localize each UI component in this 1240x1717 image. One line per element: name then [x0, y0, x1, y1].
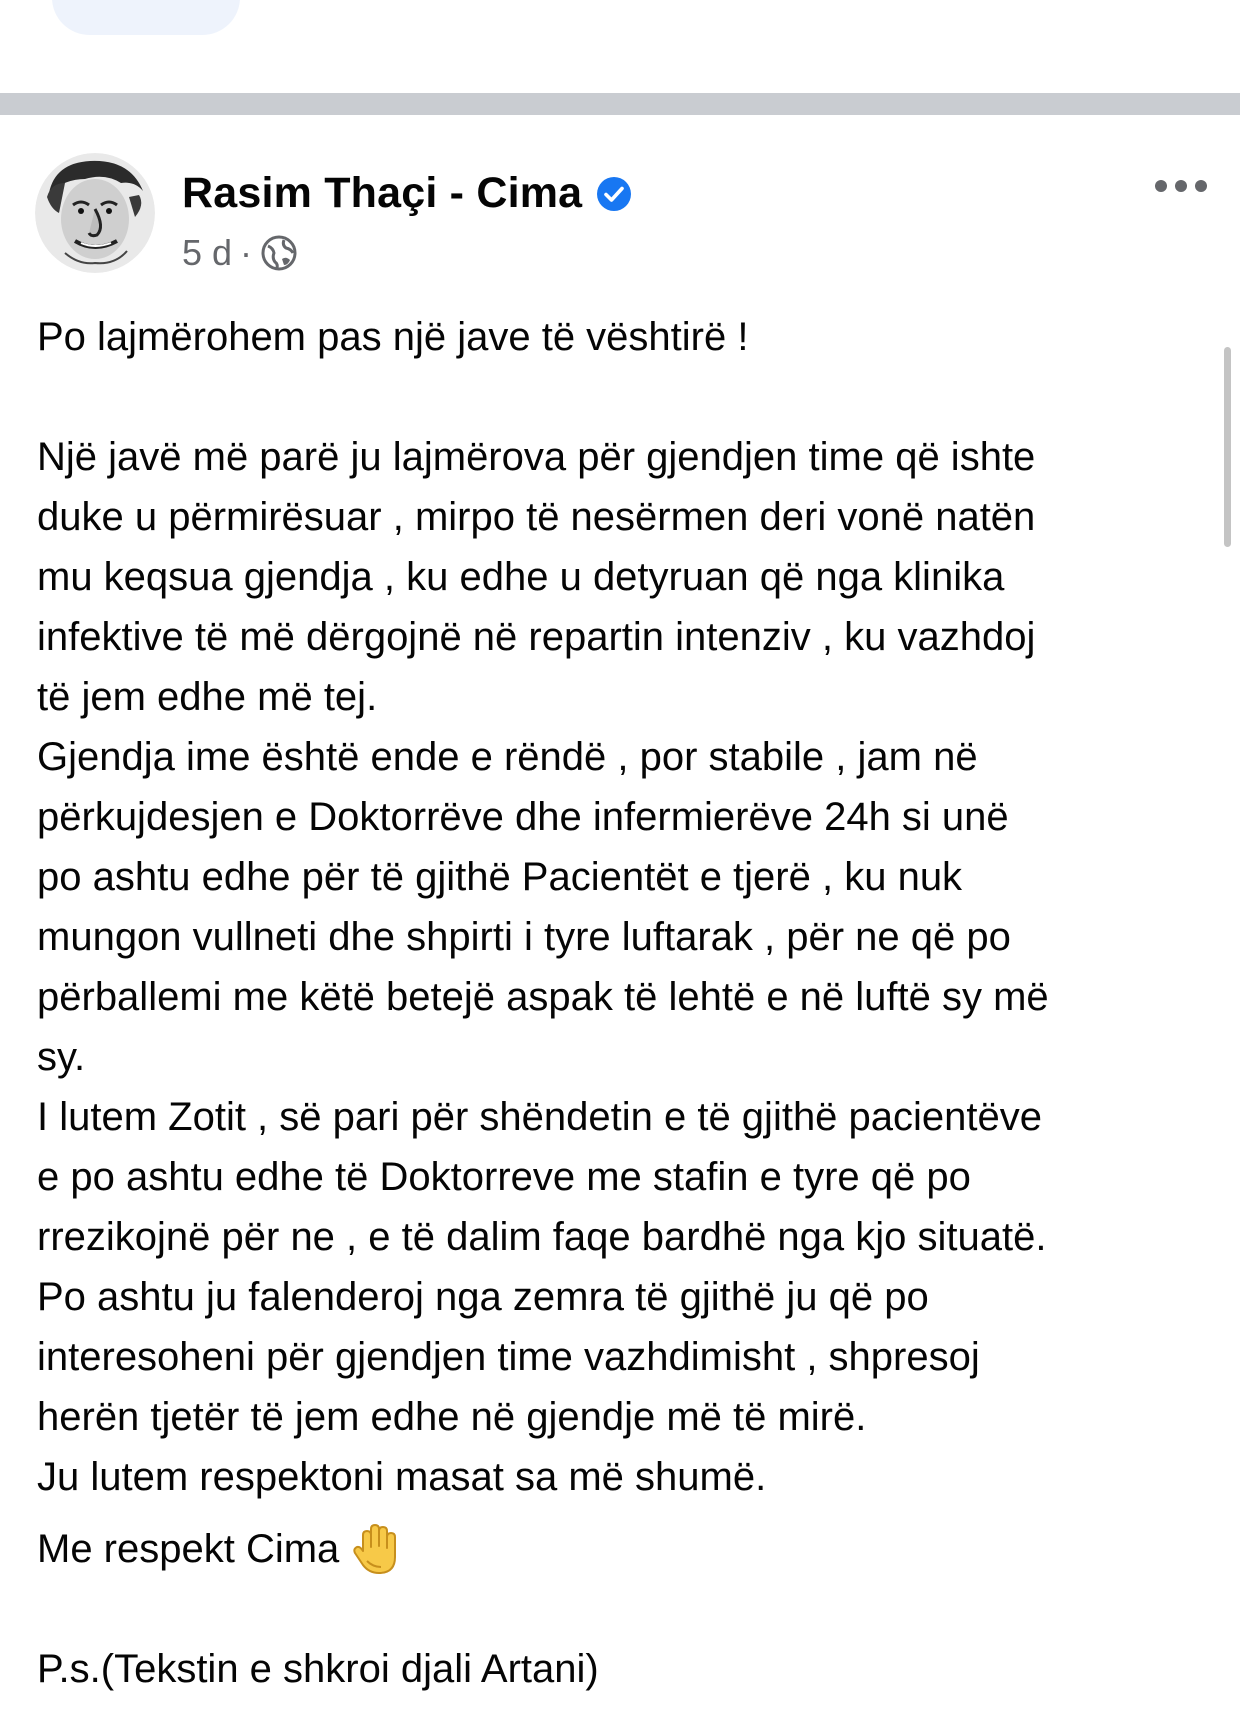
- post-line: Po ashtu ju falenderoj nga zemra të gjithë ju që po: [37, 1275, 929, 1319]
- post-card: [0, 115, 1240, 1717]
- top-rounded-button[interactable]: [52, 0, 240, 35]
- post-line: të jem edhe më tej.: [37, 675, 378, 719]
- raised-hand-icon: [353, 1521, 401, 1577]
- post-text: [37, 307, 1212, 1699]
- globe-icon[interactable]: [260, 234, 298, 272]
- post-line: sy.: [37, 1035, 86, 1079]
- avatar[interactable]: [35, 153, 155, 273]
- post-line: Një javë më parë ju lajmërova për gjendjen time që ishte: [37, 435, 1036, 479]
- more-options-dot: [1195, 180, 1207, 192]
- post-line: interesoheni për gjendjen time vazhdimisht , shpresoj: [37, 1335, 980, 1379]
- post-line: përballemi me këtë betejë aspak të lehtë e në luftë sy më: [37, 975, 1049, 1019]
- author-name[interactable]: Rasim Thaçi - Cima: [182, 169, 583, 217]
- post-line: Po lajmërohem pas një jave të vështirë !: [37, 315, 749, 359]
- post-header: [182, 169, 632, 218]
- scrollbar[interactable]: [1224, 347, 1231, 547]
- post-line: mungon vullneti dhe shpirti i tyre luftarak , për ne që po: [37, 915, 1011, 959]
- post-line: duke u përmirësuar , mirpo të nesërmen deri vonë natën: [37, 495, 1036, 539]
- postscript-line: P.s.(Tekstin e shkroi djali Artani): [37, 1647, 599, 1691]
- post-timestamp[interactable]: 5 d: [182, 232, 233, 273]
- post-line: mu keqsua gjendja , ku edhe u detyruan që nga klinika: [37, 555, 1005, 599]
- verified-badge-icon: [596, 176, 632, 212]
- meta-separator: ·: [240, 232, 253, 273]
- post-line: infektive të më dërgojnë në repartin intenziv , ku vazhdoj: [37, 615, 1036, 659]
- post-line: e po ashtu edhe të Doktorreve me stafin e tyre që po: [37, 1155, 971, 1199]
- post-meta: [182, 232, 298, 274]
- post-line: Gjendja ime është ende e rëndë , por stabile , jam në: [37, 735, 978, 779]
- post-line: rrezikojnë për ne , e të dalim faqe bardhë nga kjo situatë.: [37, 1215, 1047, 1259]
- post-blank-line: [37, 1579, 1212, 1639]
- signoff-text: Me respekt Cima: [37, 1527, 340, 1571]
- post-signoff: [37, 1519, 1212, 1579]
- post-line: po ashtu edhe për të gjithë Pacientët e tjerë , ku nuk: [37, 855, 963, 899]
- post-line: herën tjetër të jem edhe në gjendje më të mirë.: [37, 1395, 867, 1439]
- post-blank-line: [37, 367, 1212, 427]
- post-line: Ju lutem respektoni masat sa më shumë.: [37, 1455, 767, 1499]
- more-options-dot: [1175, 180, 1187, 192]
- more-options-icon: [1155, 180, 1167, 192]
- more-options-button[interactable]: [1155, 171, 1207, 201]
- post-line: I lutem Zotit , së pari për shëndetin e të gjithë pacientëve: [37, 1095, 1043, 1139]
- feed-divider: [0, 93, 1240, 115]
- post-line: përkujdesjen e Doktorrëve dhe infermierëve 24h si unë: [37, 795, 1009, 839]
- avatar-caricature-image: [35, 153, 155, 273]
